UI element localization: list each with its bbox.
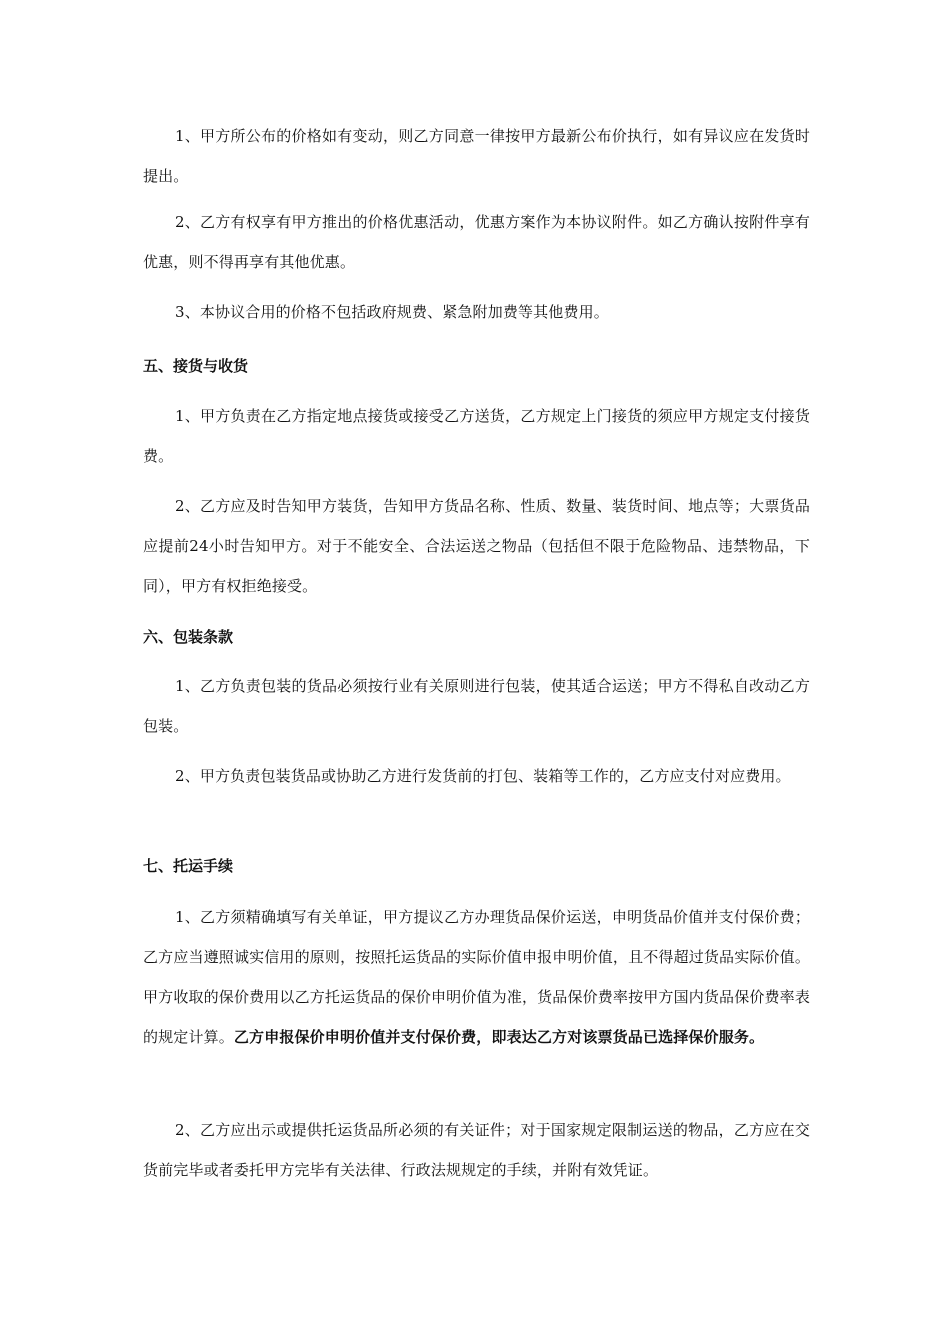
section-5-clause-2 xyxy=(143,486,810,606)
section-7-heading: 七、托运手续 xyxy=(143,857,234,875)
section-5-heading: 五、接货与收货 xyxy=(143,357,249,375)
price-clause-1-text: 1、甲方所公布的价格如有变动，则乙方同意一律按甲方最新公布价执行，如有异议应在发货时提出。 xyxy=(143,127,810,185)
section-5-clause-1-text: 1、甲方负责在乙方指定地点接货或接受乙方送货，乙方规定上门接货的须应甲方规定支付接货费。 xyxy=(143,407,810,465)
price-clause-3 xyxy=(143,292,810,332)
price-clause-3-text: 3、本协议合用的价格不包括政府规费、紧急附加费等其他费用。 xyxy=(175,303,609,321)
section-7-clause-1-text: 1、乙方须精确填写有关单证，甲方提议乙方办理货品保价运送，申明货品价值并支付保价费；乙方应当遵照诚实信用的原则，按照托运货品的实际价值申报申明价值，且不得超过货品实际价值。甲方收取的保价费用以乙方托运货品的保价申明价值为准，货品保价费率按甲方国内货品保价费率表的规定计算。 xyxy=(143,908,810,1046)
section-6-heading: 六、包装条款 xyxy=(143,628,234,646)
price-clause-1 xyxy=(143,116,810,196)
section-6-clause-2-text: 2、甲方负责包装货品或协助乙方进行发货前的打包、装箱等工作的，乙方应支付对应费用。 xyxy=(175,767,791,785)
section-7-clause-1 xyxy=(143,897,810,1057)
section-6-clause-2 xyxy=(143,756,810,796)
price-clause-2-text: 2、乙方有权享有甲方推出的价格优惠活动，优惠方案作为本协议附件。如乙方确认按附件享有优惠，则不得再享有其他优惠。 xyxy=(143,213,810,271)
price-clause-2 xyxy=(143,202,810,282)
section-5-clause-1 xyxy=(143,396,810,476)
section-6-clause-1-text: 1、乙方负责包装的货品必须按行业有关原则进行包装，使其适合运送；甲方不得私自改动乙方包装。 xyxy=(143,677,810,735)
section-6-clause-1 xyxy=(143,666,810,746)
section-5-clause-2-text: 2、乙方应及时告知甲方装货，告知甲方货品名称、性质、数量、装货时间、地点等；大票货品应提前24小时告知甲方。对于不能安全、合法运送之物品（包括但不限于危险物品、违禁物品，下同），甲方有权拒绝接受。 xyxy=(143,497,810,595)
section-7-clause-1-bold-text: 乙方申报保价申明价值并支付保价费，即表达乙方对该票货品已选择保价服务。 xyxy=(233,1028,765,1046)
section-7-clause-2 xyxy=(143,1110,810,1190)
section-7-clause-2-text: 2、乙方应出示或提供托运货品所必须的有关证件；对于国家规定限制运送的物品，乙方应在交货前完毕或者委托甲方完毕有关法律、行政法规规定的手续，并附有效凭证。 xyxy=(143,1121,810,1179)
